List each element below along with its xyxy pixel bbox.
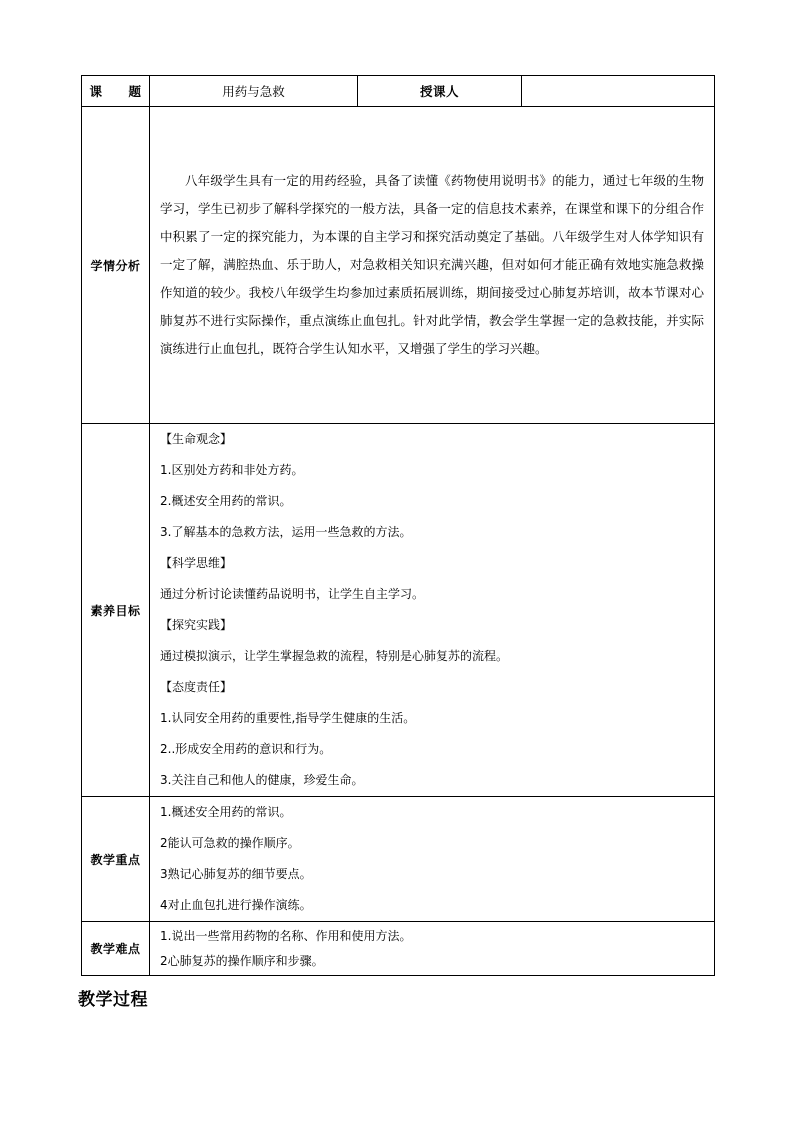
student-analysis-row (82, 107, 715, 424)
key-point-item: 3熟记心肺复苏的细节要点。 (160, 867, 312, 881)
goal-heading-life: 【生命观念】 (160, 432, 233, 446)
goal-item: 1.认同安全用药的重要性,指导学生健康的生活。 (160, 711, 416, 725)
goal-heading-practice: 【探究实践】 (160, 618, 233, 632)
key-points-label: 教学重点 (82, 797, 150, 922)
goal-item: 3.关注自己和他人的健康，珍爱生命。 (160, 773, 364, 787)
key-points-row (82, 797, 715, 922)
lesson-plan-table-wrapper (81, 75, 714, 976)
difficult-point-item: 1.说出一些常用药物的名称、作用和使用方法。 (160, 928, 412, 943)
goal-item: 通过分析讨论读懂药品说明书，让学生自主学习。 (160, 587, 425, 601)
topic-value: 用药与急救 (150, 76, 358, 107)
goal-item: 2.概述安全用药的常识。 (160, 494, 292, 508)
literacy-goals-row (82, 424, 715, 797)
student-analysis-label: 学情分析 (82, 107, 150, 424)
key-points-content (150, 797, 715, 922)
topic-label: 课 题 (82, 76, 150, 107)
key-point-item: 4对止血包扎进行操作演练。 (160, 898, 312, 912)
literacy-goals-content (150, 424, 715, 797)
difficult-points-content (150, 922, 715, 976)
literacy-goals-label: 素养目标 (82, 424, 150, 797)
key-point-item: 1.概述安全用药的常识。 (160, 805, 292, 819)
teacher-label: 授课人 (358, 76, 522, 107)
goal-heading-thinking: 【科学思维】 (160, 556, 233, 570)
goal-item: 3.了解基本的急救方法，运用一些急救的方法。 (160, 525, 412, 539)
goal-heading-attitude: 【态度责任】 (160, 680, 233, 694)
difficult-point-item: 2心肺复苏的操作顺序和步骤。 (160, 953, 324, 968)
student-analysis-content (150, 107, 715, 424)
teacher-value (522, 76, 715, 107)
teaching-process-heading: 教学过程 (78, 990, 148, 1010)
difficult-points-row (82, 922, 715, 976)
goal-item: 2..形成安全用药的意识和行为。 (160, 742, 332, 756)
header-row (82, 76, 715, 107)
student-analysis-text: 八年级学生具有一定的用药经验，具备了读懂《药物使用说明书》的能力，通过七年级的生物学习，学生已初步了解科学探究的一般方法，具备一定的信息技术素养，在课堂和课下的分组合作中积累了一定的探究能力，为本课的自主学习和探究活动奠定了基础。八年级学生对人体学知识有一定了解，满腔热血、乐于助人，对急救相关知识充满兴趣，但对如何才能正确有效地实施急救操作知道的较少。我校八年级学生均参加过素质拓展训练，期间接受过心肺复苏培训，故本节课对心肺复苏不进行实际操作，重点演练止血包扎。针对此学情，教会学生掌握一定的急救技能，并实际演练进行止血包扎，既符合学生认知水平，又增强了学生的学习兴趣。 (160, 173, 704, 356)
goal-item: 通过模拟演示，让学生掌握急救的流程，特别是心肺复苏的流程。 (160, 649, 509, 663)
goal-item: 1.区别处方药和非处方药。 (160, 463, 304, 477)
key-point-item: 2能认可急救的操作顺序。 (160, 836, 300, 850)
difficult-points-label: 教学难点 (82, 922, 150, 976)
lesson-plan-table (81, 75, 715, 976)
